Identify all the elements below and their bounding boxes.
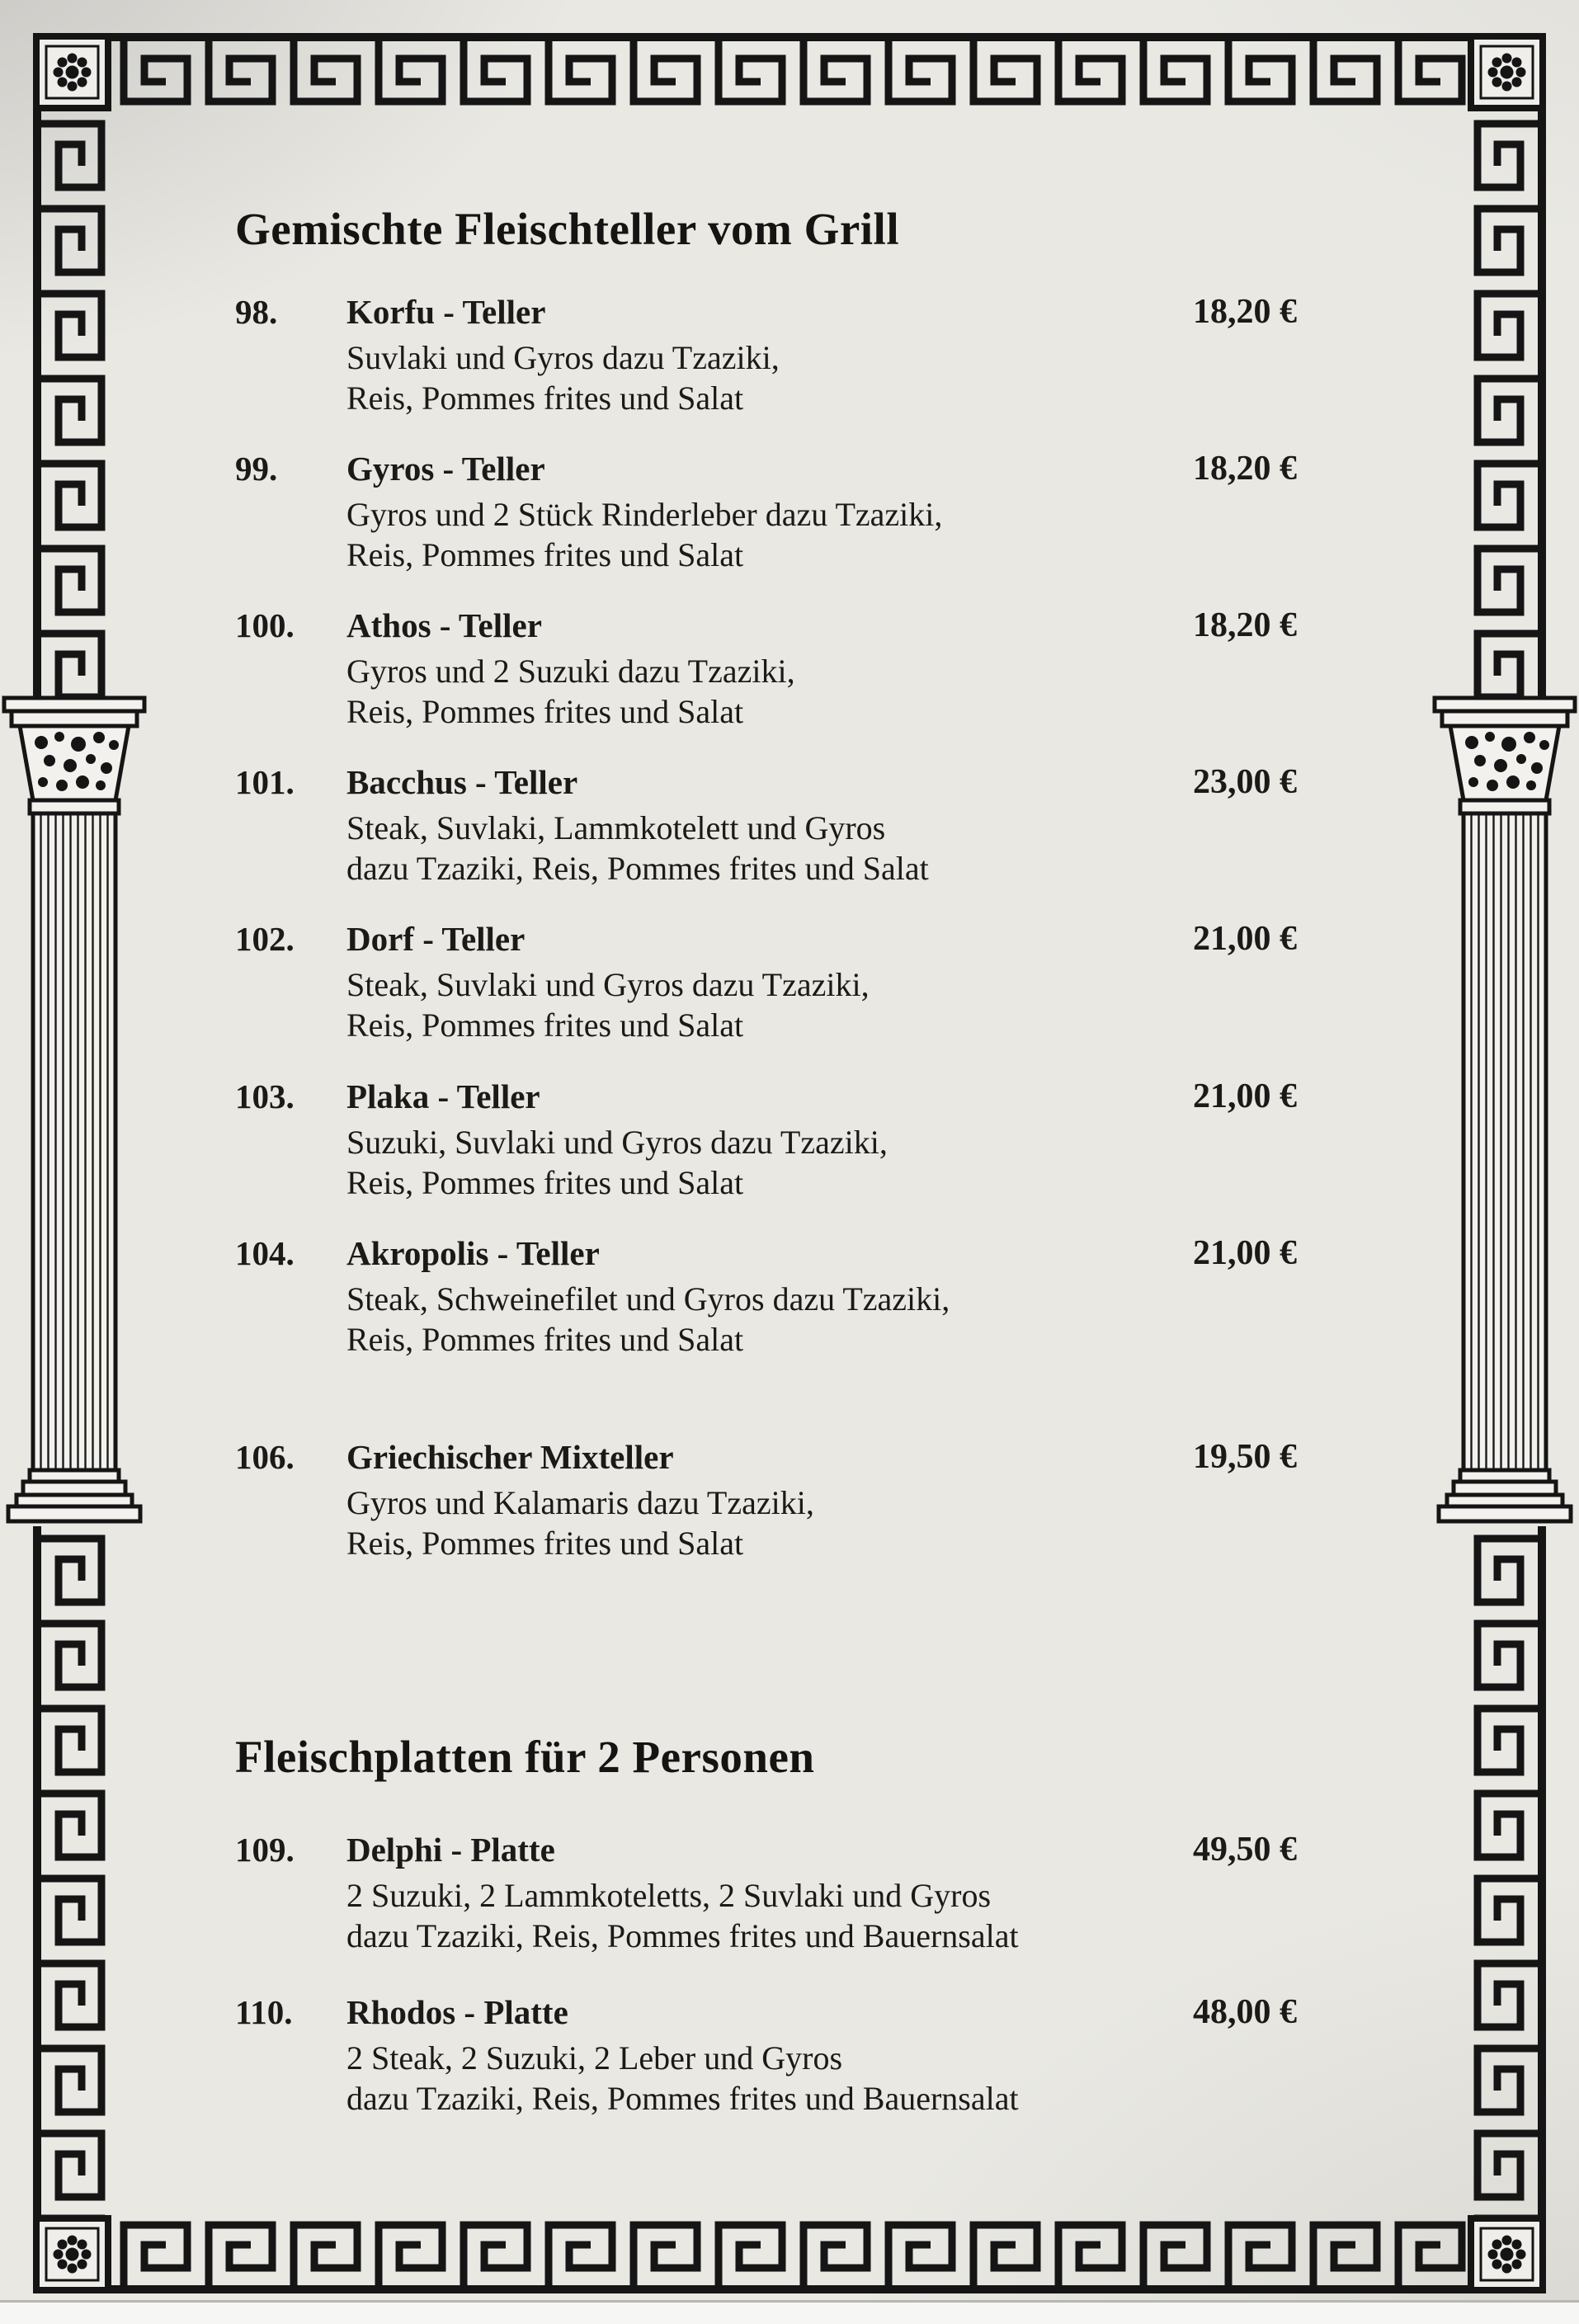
menu-item-100 (235, 604, 1297, 732)
item-desc: dazu Tzaziki, Reis, Pommes frites und Salat (346, 850, 929, 887)
item-desc: Gyros und 2 Stück Rinderleber dazu Tzaziki, (346, 496, 943, 533)
section-title-platten: Fleischplatten für 2 Personen (235, 1732, 815, 1782)
item-desc: Gyros und 2 Suzuki dazu Tzaziki, (346, 653, 795, 690)
item-desc: Reis, Pommes frites und Salat (346, 379, 744, 417)
item-name: Gyros - Teller (346, 450, 545, 488)
item-name: Griechischer Mixteller (346, 1438, 674, 1476)
menu-item-110 (235, 1991, 1297, 2119)
item-desc: 2 Suzuki, 2 Lammkoteletts, 2 Suvlaki und Gyros (346, 1877, 992, 1914)
item-desc: Gyros und Kalamaris dazu Tzaziki, (346, 1484, 814, 1521)
item-price: 21,00 € (1193, 1234, 1297, 1272)
item-price: 21,00 € (1193, 920, 1297, 958)
menu-item-101 (235, 761, 1297, 889)
item-name: Plaka - Teller (346, 1077, 540, 1115)
item-price: 48,00 € (1193, 1993, 1297, 2031)
item-name: Korfu - Teller (346, 293, 546, 331)
item-number: 109. (235, 1831, 295, 1869)
menu-item-109 (235, 1828, 1297, 1956)
item-number: 106. (235, 1438, 295, 1476)
item-desc: Reis, Pommes frites und Salat (346, 1006, 744, 1044)
item-name: Akropolis - Teller (346, 1234, 600, 1272)
item-number: 103. (235, 1077, 295, 1115)
menu-item-106 (235, 1435, 1297, 1563)
right-column (1435, 698, 1575, 1521)
item-desc: Steak, Suvlaki und Gyros dazu Tzaziki, (346, 966, 870, 1003)
item-desc: Reis, Pommes frites und Salat (346, 1321, 744, 1358)
menu-item-102 (235, 917, 1297, 1045)
item-name: Bacchus - Teller (346, 763, 578, 801)
item-number: 99. (235, 450, 278, 488)
item-number: 100. (235, 606, 295, 644)
item-desc: Suzuki, Suvlaki und Gyros dazu Tzaziki, (346, 1124, 888, 1161)
item-desc: 2 Steak, 2 Suzuki, 2 Leber und Gyros (346, 2039, 843, 2077)
item-number: 104. (235, 1234, 295, 1272)
item-desc: Steak, Schweinefilet und Gyros dazu Tzaziki, (346, 1280, 950, 1318)
item-price: 23,00 € (1193, 763, 1297, 801)
item-desc: Reis, Pommes frites und Salat (346, 693, 744, 730)
item-desc: Suvlaki und Gyros dazu Tzaziki, (346, 339, 780, 376)
menu-item-103 (235, 1075, 1297, 1203)
item-number: 102. (235, 920, 295, 958)
item-desc: Reis, Pommes frites und Salat (346, 1164, 744, 1201)
item-name: Athos - Teller (346, 606, 542, 644)
item-name: Delphi - Platte (346, 1831, 555, 1869)
section-title-grill: Gemischte Fleischteller vom Grill (235, 204, 900, 254)
item-desc: Reis, Pommes frites und Salat (346, 1525, 744, 1562)
item-price: 18,20 € (1193, 606, 1297, 644)
item-price: 18,20 € (1193, 293, 1297, 331)
item-price: 49,50 € (1193, 1831, 1297, 1869)
menu-item-104 (235, 1232, 1297, 1360)
item-desc: Steak, Suvlaki, Lammkotelett und Gyros (346, 809, 886, 846)
menu-item-98 (235, 290, 1297, 418)
menu-item-99 (235, 447, 1297, 575)
item-number: 101. (235, 763, 295, 801)
item-price: 21,00 € (1193, 1077, 1297, 1115)
item-price: 19,50 € (1193, 1438, 1297, 1476)
item-number: 98. (235, 293, 278, 331)
item-name: Rhodos - Platte (346, 1993, 568, 2031)
item-desc: Reis, Pommes frites und Salat (346, 536, 744, 573)
left-column (4, 698, 144, 1521)
item-desc: dazu Tzaziki, Reis, Pommes frites und Bauernsalat (346, 2080, 1019, 2117)
item-desc: dazu Tzaziki, Reis, Pommes frites und Bauernsalat (346, 1917, 1019, 1954)
item-number: 110. (235, 1993, 293, 2031)
item-name: Dorf - Teller (346, 920, 526, 958)
item-price: 18,20 € (1193, 450, 1297, 488)
scan-bottom-edge (0, 2300, 1579, 2324)
